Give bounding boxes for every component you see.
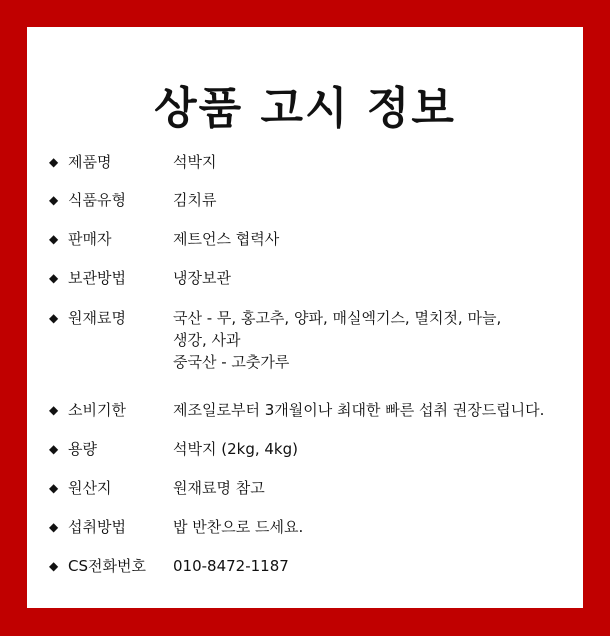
info-value: [173, 399, 544, 421]
info-label: [49, 477, 173, 499]
value-line: 김치류: [173, 191, 217, 209]
info-row-seller: [49, 228, 279, 250]
value-line: 제조일로부터 3개월이나 최대한 빠른 섭취 권장드립니다.: [173, 401, 545, 419]
diamond-bullet-icon: ◆: [49, 520, 59, 534]
label-text: 원산지: [68, 479, 112, 497]
info-row-storage: [49, 267, 231, 289]
page-title: 상품 고시 정보: [154, 83, 456, 134]
label-text: CS전화번호: [68, 557, 146, 575]
info-label: [49, 307, 173, 329]
info-row-how-to-eat: [49, 516, 303, 538]
info-value: [173, 477, 265, 499]
info-value: [173, 555, 289, 577]
info-value: [173, 307, 501, 373]
info-row-capacity: [49, 438, 298, 460]
diamond-bullet-icon: ◆: [49, 155, 59, 169]
value-line: 밥 반찬으로 드세요.: [173, 518, 304, 536]
value-line: 생강, 사과: [173, 331, 241, 349]
info-label: [49, 228, 173, 250]
value-line: 중국산 - 고춧가루: [173, 353, 290, 371]
info-value: [173, 151, 216, 173]
info-row-cs-phone: [49, 555, 289, 577]
info-value: [173, 267, 231, 289]
info-label: [49, 189, 173, 211]
info-row-origin: [49, 477, 265, 499]
info-label: [49, 438, 173, 460]
diamond-bullet-icon: ◆: [49, 559, 59, 573]
info-row-shelf-life: [49, 399, 544, 421]
info-label: [49, 399, 173, 421]
diamond-bullet-icon: ◆: [49, 442, 59, 456]
label-text: 섭취방법: [68, 518, 126, 536]
info-panel: [27, 27, 583, 608]
info-label: [49, 555, 173, 577]
diamond-bullet-icon: ◆: [49, 271, 59, 285]
value-line: 석박지: [173, 153, 217, 171]
label-text: 소비기한: [68, 401, 126, 419]
label-text: 제품명: [68, 153, 112, 171]
value-line: 냉장보관: [173, 269, 231, 287]
label-text: 판매자: [68, 230, 112, 248]
diamond-bullet-icon: ◆: [49, 311, 59, 325]
value-line: 010-8472-1187: [173, 557, 289, 575]
info-value: [173, 189, 216, 211]
info-row-food-type: [49, 189, 216, 211]
diamond-bullet-icon: ◆: [49, 481, 59, 495]
label-text: 원재료명: [68, 309, 126, 327]
info-label: [49, 267, 173, 289]
value-line: 국산 - 무, 홍고추, 양파, 매실엑기스, 멸치젓, 마늘,: [173, 309, 502, 327]
info-row-product-name: [49, 151, 216, 173]
label-text: 보관방법: [68, 269, 126, 287]
value-line: 원재료명 참고: [173, 479, 265, 497]
info-row-ingredients: [49, 307, 501, 373]
diamond-bullet-icon: ◆: [49, 232, 59, 246]
info-label: [49, 151, 173, 173]
label-text: 식품유형: [68, 191, 126, 209]
value-line: 제트언스 협력사: [173, 230, 280, 248]
info-value: [173, 228, 279, 250]
info-value: [173, 516, 303, 538]
diamond-bullet-icon: ◆: [49, 193, 59, 207]
info-label: [49, 516, 173, 538]
value-line: 석박지 (2kg, 4kg): [173, 440, 298, 458]
label-text: 용량: [68, 440, 97, 458]
diamond-bullet-icon: ◆: [49, 403, 59, 417]
info-value: [173, 438, 298, 460]
